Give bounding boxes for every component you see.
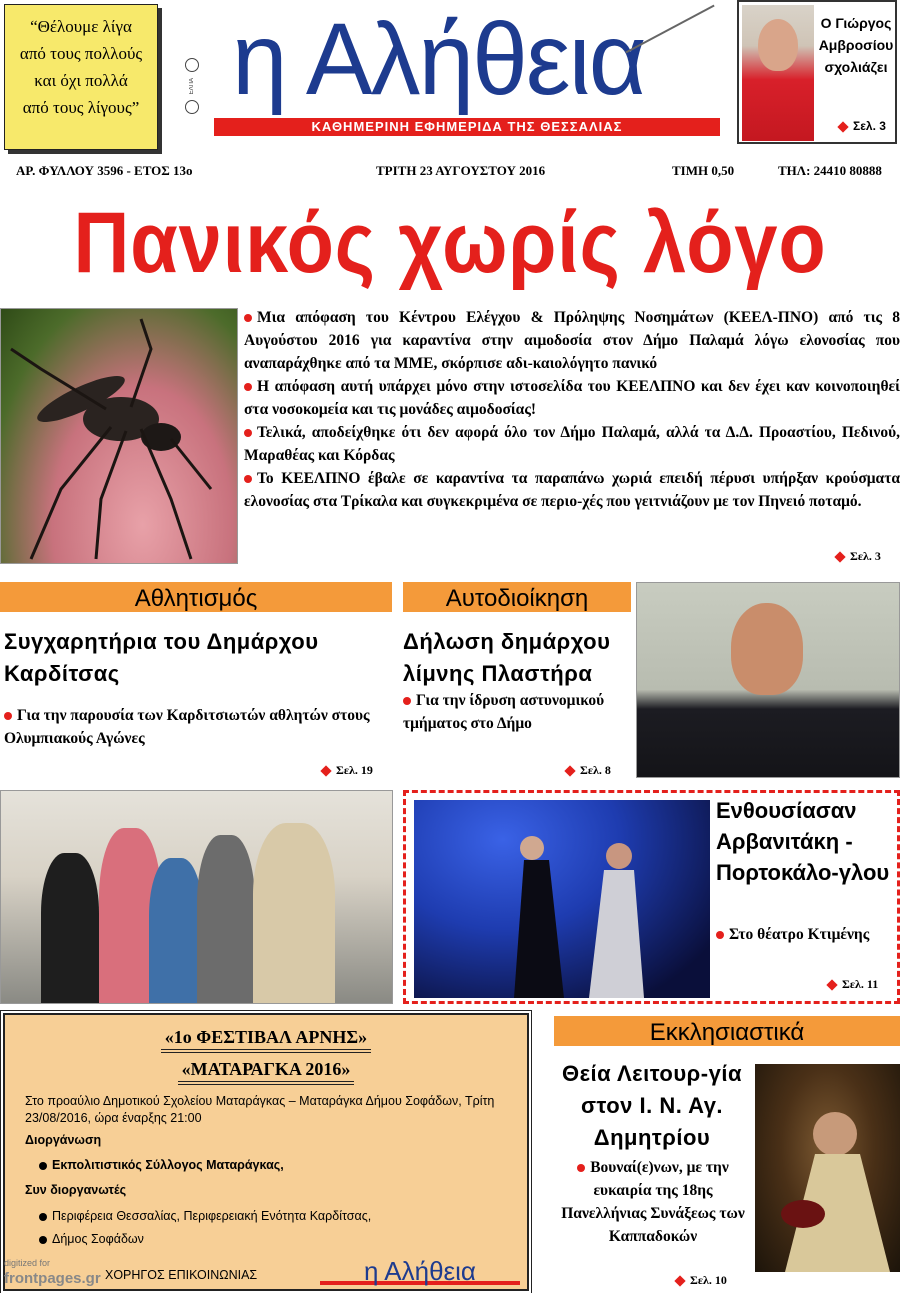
page-ref: Σελ. 3: [853, 119, 886, 133]
section-header-church: Εκκλησιαστικά: [554, 1016, 900, 1046]
priest-photo: [755, 1064, 900, 1272]
local-body: Για την ίδρυση αστυνομικού τμήματος στο Δήμο: [403, 692, 605, 732]
bullet-icon: [244, 383, 252, 391]
bullet-icon: [39, 1236, 47, 1244]
quote-line: από τους πολλούς: [19, 44, 143, 63]
masthead-subtitle: ΚΑΘΗΜΕΡΙΝΗ ΕΦΗΜΕΡΙΔΑ ΤΗΣ ΘΕΣΣΑΛΙΑΣ: [214, 118, 720, 136]
page-ref: Σελ. 11: [842, 977, 879, 991]
sponsor-logo: η Αλήθεια: [320, 1257, 520, 1285]
price: ΤΙΜΗ 0,50: [672, 163, 735, 178]
phone: ΤΗΛ: 24410 80888: [778, 163, 882, 178]
sports-body: Για την παρουσία των Καρδιτσιωτών αθλητών στους Ολυμπιακούς Αγώνες: [4, 707, 370, 747]
bullet-icon: [4, 712, 12, 720]
lead-item: Τελικά, αποδείχθηκε ότι δεν αφορά όλο τον Δήμο Παλαμά, αλλά τα Δ.Δ. Προαστίου, Πεδινού, Μαραθέας και Κόρδας: [244, 424, 900, 464]
concert-photo: [414, 800, 710, 998]
page-ref: Σελ. 19: [336, 763, 373, 777]
diamond-icon: [564, 766, 575, 777]
commentator-line: Αμβροσίου: [818, 37, 894, 53]
diamond-icon: [834, 552, 845, 563]
festival-org: Εκπολιτιστικός Σύλλογος Ματαράγκας,: [52, 1158, 284, 1172]
page-ref: Σελ. 10: [690, 1273, 727, 1287]
lead-item: Το ΚΕΕΛΠΝΟ έβαλε σε καραντίνα τα παραπάνω χωριά επειδή πέρυσι υπήρξαν κρούσματα ελονοσίας στα Τρίκαλα και συγκεκριμένα σε περιο-χές που γειτνιάζουν με τον Πηνειό ποταμό.: [244, 470, 900, 510]
section-header-sports: Αθλητισμός: [0, 582, 392, 612]
festival-sponsor: ΧΟΡΗΓΟΣ ΕΠΙΚΟΙΝΩΝΙΑΣ: [105, 1268, 258, 1282]
issue-date: ΤΡΙΤΗ 23 ΑΥΓΟΥΣΤΟΥ 2016: [376, 163, 546, 178]
lead-item: Μια απόφαση του Κέντρου Ελέγχου & Πρόληψης Νοσημάτων (ΚΕΕΛ-ΠΝΟ) από τις 8 Αυγούστου 2016 για καραντίνα στην αιμοδοσία στον Δήμο Παλαμά λόγω ελονοσίας που αναπαράχθηκε από τα ΜΜΕ, σκόρπισε αδι-καιολόγητο πανικό: [244, 309, 900, 372]
issue-number: ΑΡ. ΦΥΛΛΟΥ 3596 - ΕΤΟΣ 13ο: [16, 163, 193, 178]
emblem-icon: [183, 58, 201, 136]
bullet-icon: [716, 931, 724, 939]
quote-line: από τους λίγους”: [22, 98, 140, 117]
bullet-icon: [244, 475, 252, 483]
commentator-line: σχολιάζει: [824, 59, 888, 75]
festival-title-2: «ΜΑΤΑΡΑΓΚΑ 2016»: [178, 1057, 355, 1085]
masthead-title: η Αλήθεια: [232, 2, 645, 116]
page-ref: Σελ. 3: [850, 549, 881, 563]
bullet-icon: [244, 314, 252, 322]
festival-box: [3, 1013, 529, 1291]
diamond-icon: [826, 980, 837, 991]
lead-story: [244, 306, 900, 513]
sports-title: Συγχαρητήρια του Δημάρχου Καρδίτσας: [4, 629, 319, 686]
diamond-icon: [674, 1276, 685, 1287]
lead-item: Η απόφαση αυτή υπάρχει μόνο στην ιστοσελίδα του ΚΕΕΛΠΝΟ και δεν έχει καν κοινοποιηθεί στα νοσοκομεία και τις μονάδες αιμοδοσίας!: [244, 378, 900, 418]
diamond-icon: [320, 766, 331, 777]
main-headline: Πανικός χωρίς λόγο: [73, 195, 827, 291]
bullet-icon: [39, 1213, 47, 1221]
festival-co: Περιφέρεια Θεσσαλίας, Περιφερειακή Ενότητα Καρδίτσας,: [52, 1209, 372, 1223]
section-header-local: Αυτοδιοίκηση: [403, 582, 631, 612]
concert-title: Ενθουσίασαν Αρβανιτάκη - Πορτοκάλο-γλου: [716, 798, 890, 885]
bullet-icon: [39, 1162, 47, 1170]
page-ref: Σελ. 8: [580, 763, 611, 777]
commentator-photo: [742, 5, 814, 141]
commentator-line: Ο Γιώργος: [820, 15, 892, 31]
church-title: Θεία Λειτουρ-γία στον Ι. Ν. Αγ. Δημητρίου: [562, 1061, 742, 1150]
festival-org-label: Διοργάνωση: [25, 1133, 102, 1147]
watermark-line1: digitized for: [4, 1258, 51, 1268]
quote-box: [4, 4, 158, 150]
quote-line: και όχι πολλά: [34, 71, 128, 90]
diamond-icon: [837, 121, 848, 132]
mayor-photo: [636, 582, 900, 778]
bullet-icon: [244, 429, 252, 437]
emblem-text: ΕΛΠΑ: [189, 78, 195, 95]
mosquito-image: [0, 308, 238, 564]
festival-co: Δήμος Σοφάδων: [52, 1232, 144, 1246]
quote-line: “Θέλουμε λίγα: [30, 17, 132, 36]
festival-title-1: «1ο ΦΕΣΤΙΒΑΛ ΑΡΝΗΣ»: [161, 1025, 371, 1053]
church-body: Βουναί(ε)νων, με την ευκαιρία της 18ης Πανελλήνιας Συνάξεως των Καππαδοκών: [561, 1159, 745, 1245]
festival-co-label: Συν διοργανωτές: [25, 1183, 127, 1197]
concert-box[interactable]: [403, 790, 900, 1004]
watermark-line2: frontpages.gr: [4, 1270, 101, 1287]
concert-body: Στο θέατρο Κτιμένης: [729, 926, 870, 943]
local-title: Δήλωση δημάρχου λίμνης Πλαστήρα: [403, 629, 611, 686]
bullet-icon: [577, 1164, 585, 1172]
commentator-box[interactable]: [737, 0, 897, 144]
festival-intro: Στο προαύλιο Δημοτικού Σχολείου Ματαράγκας – Ματαράγκα Δήμου Σοφάδων, Τρίτη 23/08/2016, ώρα έναρξης 21:00: [25, 1094, 495, 1125]
bullet-icon: [403, 697, 411, 705]
athletes-photo: [0, 790, 393, 1004]
